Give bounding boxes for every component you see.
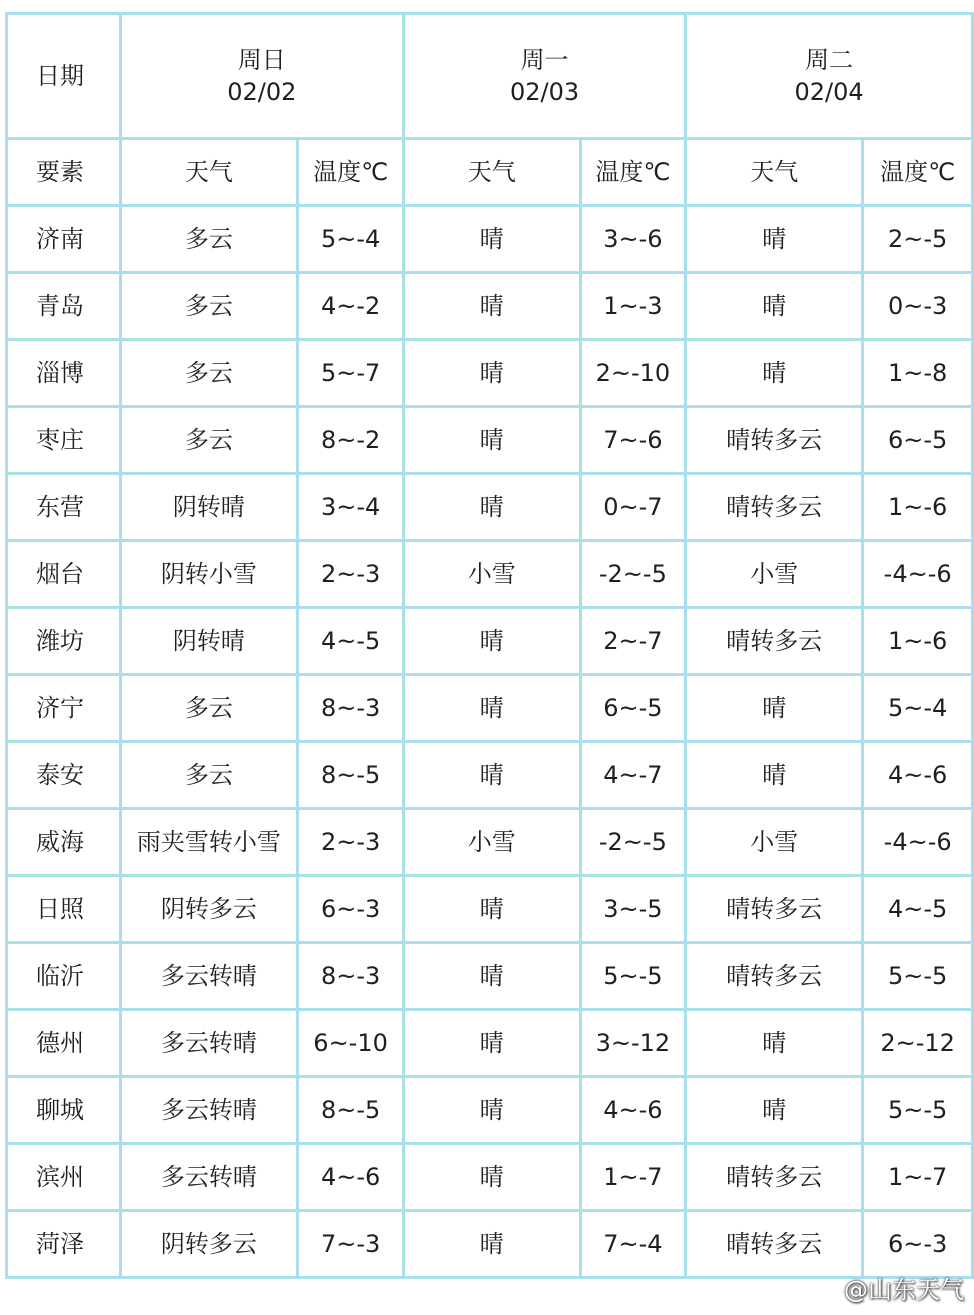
temperature-cell: 8~-5 [298,742,404,809]
city-cell: 淄博 [7,340,121,407]
day-header-1 [120,14,403,139]
weather-cell: 多云转晴 [120,1010,298,1077]
day-header-3 [686,14,973,139]
day-date: 02/03 [509,78,580,106]
header-row-dates [7,14,973,139]
city-cell: 东营 [7,474,121,541]
temperature-cell: 4~-2 [298,273,404,340]
table-row [7,1211,973,1278]
temperature-cell: 4~-5 [863,876,973,943]
table-row [7,474,973,541]
temperature-cell: 5~-4 [298,206,404,273]
weather-cell: 晴 [403,742,580,809]
temperature-cell: 4~-6 [863,742,973,809]
weather-cell: 晴 [403,876,580,943]
temperature-cell: 4~-6 [298,1144,404,1211]
temperature-cell: 2~-12 [863,1010,973,1077]
temperature-cell: 1~-6 [863,474,973,541]
temperature-cell: 1~-3 [580,273,686,340]
weather-cell: 晴 [403,407,580,474]
weather-cell: 多云 [120,273,298,340]
header-row-factors [7,139,973,206]
table-row [7,407,973,474]
watermark-text: @山东天气 [844,1276,964,1304]
weather-column-header: 天气 [686,139,863,206]
weather-cell: 小雪 [403,809,580,876]
temperature-column-header: 温度℃ [298,139,404,206]
weather-cell: 晴 [403,206,580,273]
table-body [7,206,973,1278]
temperature-cell: 3~-5 [580,876,686,943]
temperature-cell: 1~-8 [863,340,973,407]
city-cell: 枣庄 [7,407,121,474]
weather-cell: 晴 [403,340,580,407]
weather-cell: 多云 [120,675,298,742]
weather-cell: 晴转多云 [686,608,863,675]
weather-cell: 小雪 [686,809,863,876]
weather-cell: 多云转晴 [120,943,298,1010]
temperature-cell: 8~-2 [298,407,404,474]
weather-cell: 晴 [403,1144,580,1211]
weather-cell: 阴转晴 [120,608,298,675]
city-cell: 泰安 [7,742,121,809]
temperature-cell: 1~-7 [580,1144,686,1211]
day-header-2 [403,14,685,139]
weather-cell: 晴转多云 [686,876,863,943]
temperature-cell: 5~-4 [863,675,973,742]
table-row [7,1144,973,1211]
temperature-cell: 2~-5 [863,206,973,273]
weather-cell: 晴 [686,340,863,407]
weather-cell: 晴转多云 [686,1211,863,1278]
temperature-column-header: 温度℃ [863,139,973,206]
weather-cell: 阴转多云 [120,876,298,943]
temperature-cell: -2~-5 [580,541,686,608]
city-cell: 临沂 [7,943,121,1010]
day-date: 02/04 [794,78,864,106]
temperature-cell: 8~-3 [298,943,404,1010]
factor-label: 要素 [7,139,121,206]
table-row [7,273,973,340]
temperature-column-header: 温度℃ [580,139,686,206]
weather-cell: 晴 [686,675,863,742]
temperature-cell: 5~-5 [863,1077,973,1144]
city-cell: 济南 [7,206,121,273]
temperature-cell: 7~-3 [298,1211,404,1278]
city-cell: 潍坊 [7,608,121,675]
table-row [7,340,973,407]
weather-cell: 阴转多云 [120,1211,298,1278]
temperature-cell: 2~-3 [298,541,404,608]
temperature-cell: 5~-5 [863,943,973,1010]
temperature-cell: 0~-3 [863,273,973,340]
day-date: 02/02 [227,78,297,106]
city-cell: 菏泽 [7,1211,121,1278]
temperature-cell: 4~-7 [580,742,686,809]
weather-cell: 晴 [686,1077,863,1144]
temperature-cell: -4~-6 [863,541,973,608]
weather-cell: 晴 [686,742,863,809]
day-name: 周日 [237,45,286,74]
weather-cell: 晴 [403,675,580,742]
weather-cell: 晴 [403,474,580,541]
weather-cell: 阴转小雪 [120,541,298,608]
temperature-cell: 2~-3 [298,809,404,876]
weather-cell: 阴转晴 [120,474,298,541]
table-row [7,876,973,943]
temperature-cell: 5~-5 [580,943,686,1010]
temperature-cell: 8~-3 [298,675,404,742]
table-row [7,943,973,1010]
weather-column-header: 天气 [120,139,298,206]
weather-cell: 晴 [403,1077,580,1144]
temperature-cell: 6~-3 [298,876,404,943]
temperature-cell: 6~-10 [298,1010,404,1077]
temperature-cell: 3~-12 [580,1010,686,1077]
temperature-cell: 6~-5 [863,407,973,474]
temperature-cell: 1~-7 [863,1144,973,1211]
table-row [7,675,973,742]
weather-cell: 晴 [403,943,580,1010]
temperature-cell: 6~-5 [580,675,686,742]
city-cell: 德州 [7,1010,121,1077]
weather-cell: 晴 [686,206,863,273]
table-row [7,541,973,608]
weather-cell: 晴 [403,273,580,340]
temperature-cell: 3~-4 [298,474,404,541]
weather-cell: 小雪 [686,541,863,608]
weather-cell: 晴 [686,1010,863,1077]
date-label: 日期 [7,14,121,139]
temperature-cell: 5~-7 [298,340,404,407]
day-name: 周一 [520,45,569,74]
city-cell: 威海 [7,809,121,876]
weather-cell: 晴转多云 [686,1144,863,1211]
temperature-cell: 7~-4 [580,1211,686,1278]
temperature-cell: 3~-6 [580,206,686,273]
weather-cell: 多云 [120,206,298,273]
temperature-cell: -4~-6 [863,809,973,876]
temperature-cell: 0~-7 [580,474,686,541]
temperature-cell: 4~-6 [580,1077,686,1144]
weather-column-header: 天气 [403,139,580,206]
temperature-cell: 7~-6 [580,407,686,474]
weather-cell: 多云转晴 [120,1144,298,1211]
temperature-cell: -2~-5 [580,809,686,876]
table-row [7,206,973,273]
table-row [7,608,973,675]
weather-cell: 多云 [120,340,298,407]
city-cell: 烟台 [7,541,121,608]
weather-cell: 晴 [686,273,863,340]
temperature-cell: 6~-3 [863,1211,973,1278]
table-row [7,742,973,809]
temperature-cell: 4~-5 [298,608,404,675]
weather-cell: 晴转多云 [686,407,863,474]
weather-forecast-table [5,12,974,1279]
city-cell: 日照 [7,876,121,943]
temperature-cell: 1~-6 [863,608,973,675]
city-cell: 济宁 [7,675,121,742]
city-cell: 聊城 [7,1077,121,1144]
weather-cell: 晴 [403,608,580,675]
temperature-cell: 2~-7 [580,608,686,675]
table-row [7,1077,973,1144]
weather-cell: 晴转多云 [686,474,863,541]
weather-cell: 晴 [403,1211,580,1278]
weather-cell: 小雪 [403,541,580,608]
weather-cell: 晴转多云 [686,943,863,1010]
day-name: 周二 [805,45,854,74]
city-cell: 青岛 [7,273,121,340]
table-row [7,809,973,876]
weather-cell: 多云 [120,742,298,809]
city-cell: 滨州 [7,1144,121,1211]
weather-cell: 晴 [403,1010,580,1077]
temperature-cell: 8~-5 [298,1077,404,1144]
table-row [7,1010,973,1077]
weather-cell: 多云 [120,407,298,474]
weather-cell: 多云转晴 [120,1077,298,1144]
weather-cell: 雨夹雪转小雪 [120,809,298,876]
temperature-cell: 2~-10 [580,340,686,407]
